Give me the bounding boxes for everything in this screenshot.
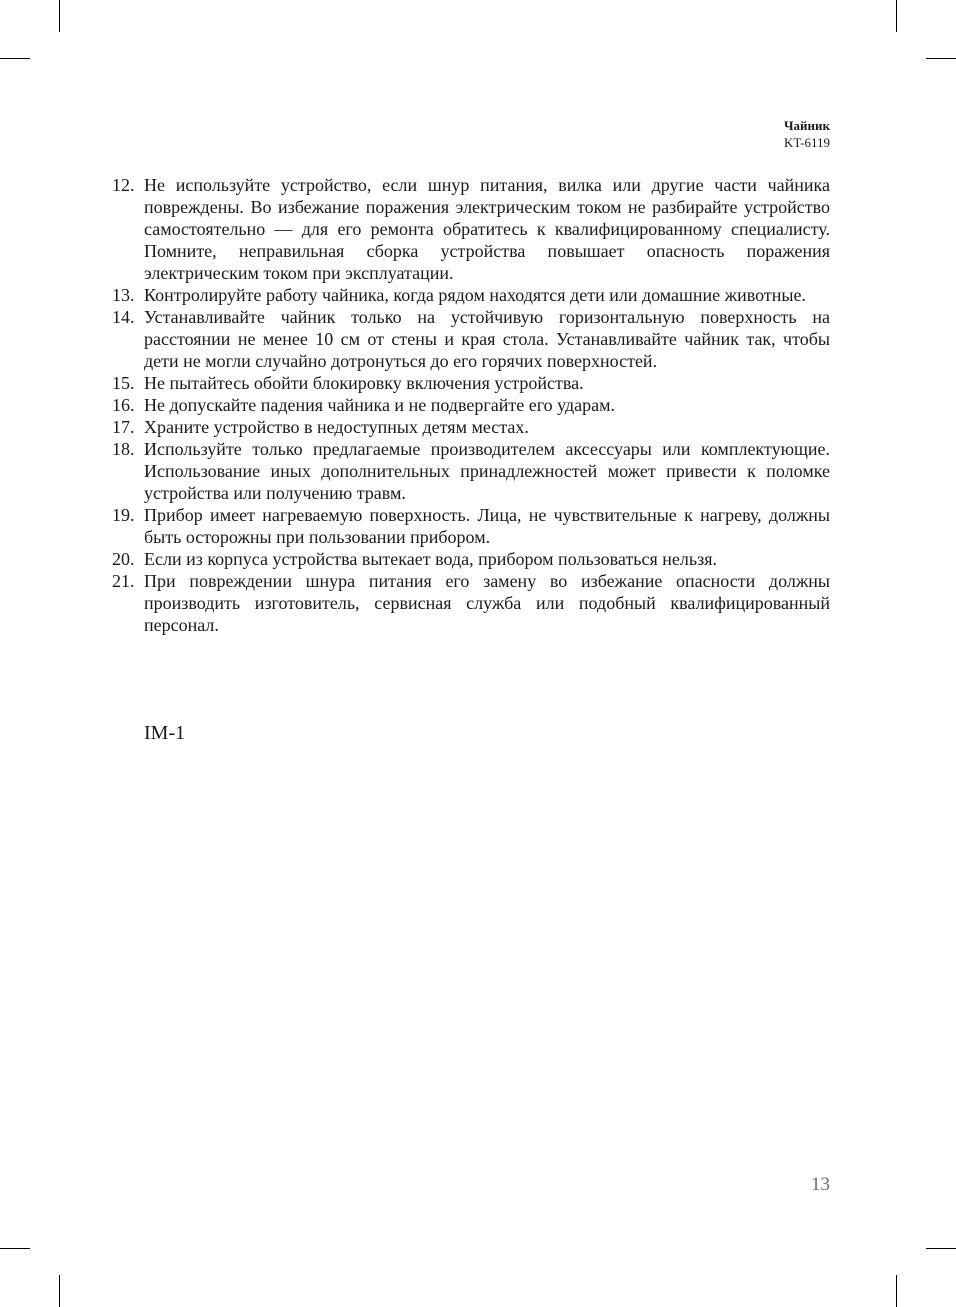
crop-mark-top-right-vertical xyxy=(896,0,897,32)
item-text: Прибор имеет нагреваемую поверхность. Лица, не чувствительные к нагреву, должны быть осторожны при пользовании прибором. xyxy=(144,505,830,547)
list-item xyxy=(112,438,830,504)
list-item xyxy=(112,372,830,394)
list-item xyxy=(112,284,830,306)
item-number: 18. xyxy=(112,439,135,459)
crop-mark-top-left-horizontal xyxy=(0,58,30,59)
item-number: 17. xyxy=(112,417,135,437)
page-header xyxy=(784,117,830,151)
product-title: Чайник xyxy=(783,118,830,133)
item-text: Устанавливайте чайник только на устойчивую горизонтальную поверхность на расстоянии не менее 10 см от стены и края стола. Устанавливайте чайник так, чтобы дети не могли случайно дотронуться до его горячих поверхностей. xyxy=(144,307,830,371)
crop-mark-top-right-horizontal xyxy=(926,58,956,59)
document-code: IM-1 xyxy=(144,722,186,744)
safety-instructions-list xyxy=(112,174,830,636)
list-item xyxy=(112,504,830,548)
item-text: При повреждении шнура питания его замену во избежание опасности должны производить изготовитель, сервисная служба или подобный квалифицированный персонал. xyxy=(144,571,830,635)
item-number: 15. xyxy=(112,373,135,393)
page-number: 13 xyxy=(811,1174,830,1195)
list-item xyxy=(112,416,830,438)
crop-mark-bottom-right-horizontal xyxy=(926,1248,956,1249)
item-text: Не допускайте падения чайника и не подвергайте его ударам. xyxy=(144,395,616,415)
crop-mark-bottom-left-vertical xyxy=(59,1275,60,1307)
crop-mark-bottom-right-vertical xyxy=(896,1275,897,1307)
list-item xyxy=(112,306,830,372)
item-number: 19. xyxy=(112,505,135,525)
item-text: Используйте только предлагаемые производителем аксессуары или комплектующие. Использование иных дополнительных принадлежностей может привести к поломке устройства или получению травм. xyxy=(144,439,830,503)
item-number: 13. xyxy=(112,285,135,305)
list-item xyxy=(112,174,830,284)
item-number: 12. xyxy=(112,175,135,195)
crop-mark-top-left-vertical xyxy=(59,0,60,32)
item-text: Храните устройство в недоступных детям местах. xyxy=(144,417,529,437)
item-text: Не используйте устройство, если шнур питания, вилка или другие части чайника повреждены. Во избежание поражения электрическим током не разбирайте устройство самостоятельно — для его ремонта обратитесь к квалифицированному специалисту. Помните, неправильная сборка устройства повышает опасность поражения электрическим током при эксплуатации. xyxy=(144,175,830,283)
item-number: 21. xyxy=(112,571,135,591)
crop-mark-bottom-left-horizontal xyxy=(0,1248,30,1249)
item-number: 16. xyxy=(112,395,135,415)
item-text: Если из корпуса устройства вытекает вода, прибором пользоваться нельзя. xyxy=(144,549,717,569)
list-item xyxy=(112,570,830,636)
list-item xyxy=(112,548,830,570)
item-number: 20. xyxy=(112,549,135,569)
item-number: 14. xyxy=(112,307,135,327)
product-model: KT-6119 xyxy=(784,135,830,150)
list-item xyxy=(112,394,830,416)
item-text: Не пытайтесь обойти блокировку включения устройства. xyxy=(144,373,584,393)
item-text: Контролируйте работу чайника, когда рядом находятся дети или домашние животные. xyxy=(144,285,806,305)
